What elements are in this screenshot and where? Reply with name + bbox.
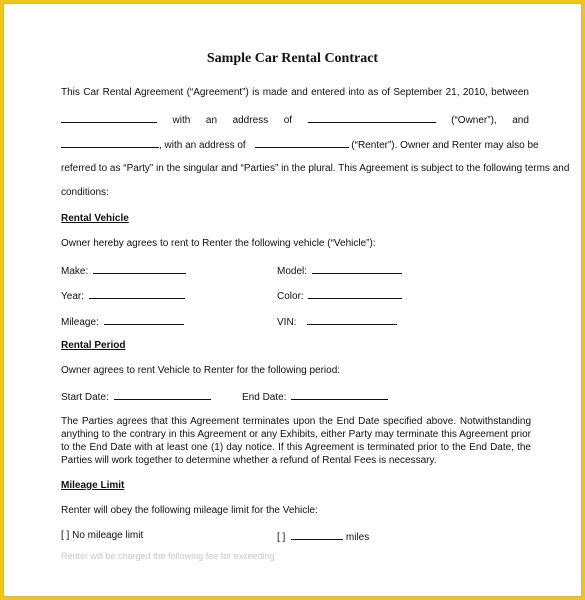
intro-word: and (512, 115, 529, 126)
party-name-blank[interactable] (61, 113, 157, 123)
rental-period-heading: Rental Period (61, 340, 126, 351)
faded-line: Renter will be charged the following fee for exceeding (61, 551, 275, 561)
mileage-field (61, 315, 184, 328)
miles-blank[interactable] (291, 530, 343, 540)
mileage-limit-option[interactable] (277, 530, 369, 543)
owner-label: (“Owner”), (451, 115, 497, 126)
checkbox[interactable]: [ ] (277, 532, 286, 543)
vin-label: VIN: (277, 317, 297, 328)
year-blank[interactable] (89, 289, 185, 299)
year-label: Year: (61, 291, 84, 302)
start-date-blank[interactable] (114, 390, 211, 400)
checkbox[interactable]: [ ] (61, 530, 70, 541)
end-date-blank[interactable] (291, 390, 388, 400)
intro-word: an (205, 115, 218, 126)
color-field (277, 289, 402, 302)
intro-text: , with an address of (159, 140, 246, 151)
intro-word: address (232, 115, 269, 126)
intro-word: with (172, 115, 191, 126)
rental-vehicle-heading: Rental Vehicle (61, 213, 129, 224)
start-date-field (61, 390, 211, 403)
mileage-label: Mileage: (61, 317, 99, 328)
model-field (277, 264, 402, 277)
no-mileage-limit-label: No mileage limit (72, 530, 144, 541)
color-label: Color: (277, 291, 304, 302)
model-blank[interactable] (312, 264, 402, 274)
year-field (61, 289, 185, 302)
vin-blank[interactable] (307, 315, 397, 325)
miles-label: miles (345, 532, 370, 543)
intro-line-2 (61, 113, 529, 126)
model-label: Model: (277, 266, 308, 277)
rental-period-lead: Owner agrees to rent Vehicle to Renter for the following period: (61, 365, 341, 376)
renter-label: (“Renter”). Owner and Renter may also be (351, 140, 539, 151)
intro-line-1: This Car Rental Agreement (“Agreement”) is made and entered into as of September 21, 2010, between (61, 87, 529, 98)
end-date-field (242, 390, 388, 403)
mileage-limit-lead: Renter will obey the following mileage limit for the Vehicle: (61, 505, 318, 516)
rental-vehicle-lead: Owner hereby agrees to rent to Renter the following vehicle (“Vehicle”): (61, 238, 376, 249)
intro-line-5: conditions: (61, 187, 109, 198)
intro-line-4: referred to as “Party” in the singular and “Parties” in the plural. This Agreement is subject to the following terms and (61, 163, 570, 174)
end-date-label: End Date: (242, 392, 287, 403)
make-label: Make: (61, 266, 89, 277)
renter-name-blank[interactable] (61, 138, 159, 148)
renter-address-blank[interactable] (255, 138, 349, 148)
termination-paragraph: The Parties agrees that this Agreement terminates upon the End Date specified above. Notwithstanding anything to the contrary in this Agreement or any Exhibits, either Party may terminate this Agreement prior to the End Date with at least one (1) day notice. If this Agreement is terminated prior to the End Date, the Parties will work together to determine whether a refund of Rental Fees is necessary. (61, 416, 531, 466)
color-blank[interactable] (308, 289, 402, 299)
start-date-label: Start Date: (61, 392, 109, 403)
make-field (61, 264, 186, 277)
intro-word: of (283, 115, 293, 126)
intro-line-3 (61, 138, 539, 151)
owner-address-blank[interactable] (308, 113, 436, 123)
vin-field (277, 315, 397, 328)
document-title: Sample Car Rental Contract (206, 51, 379, 66)
mileage-blank[interactable] (104, 315, 184, 325)
mileage-limit-heading: Mileage Limit (61, 480, 125, 491)
make-blank[interactable] (93, 264, 186, 274)
no-mileage-limit-option[interactable] (61, 530, 143, 541)
